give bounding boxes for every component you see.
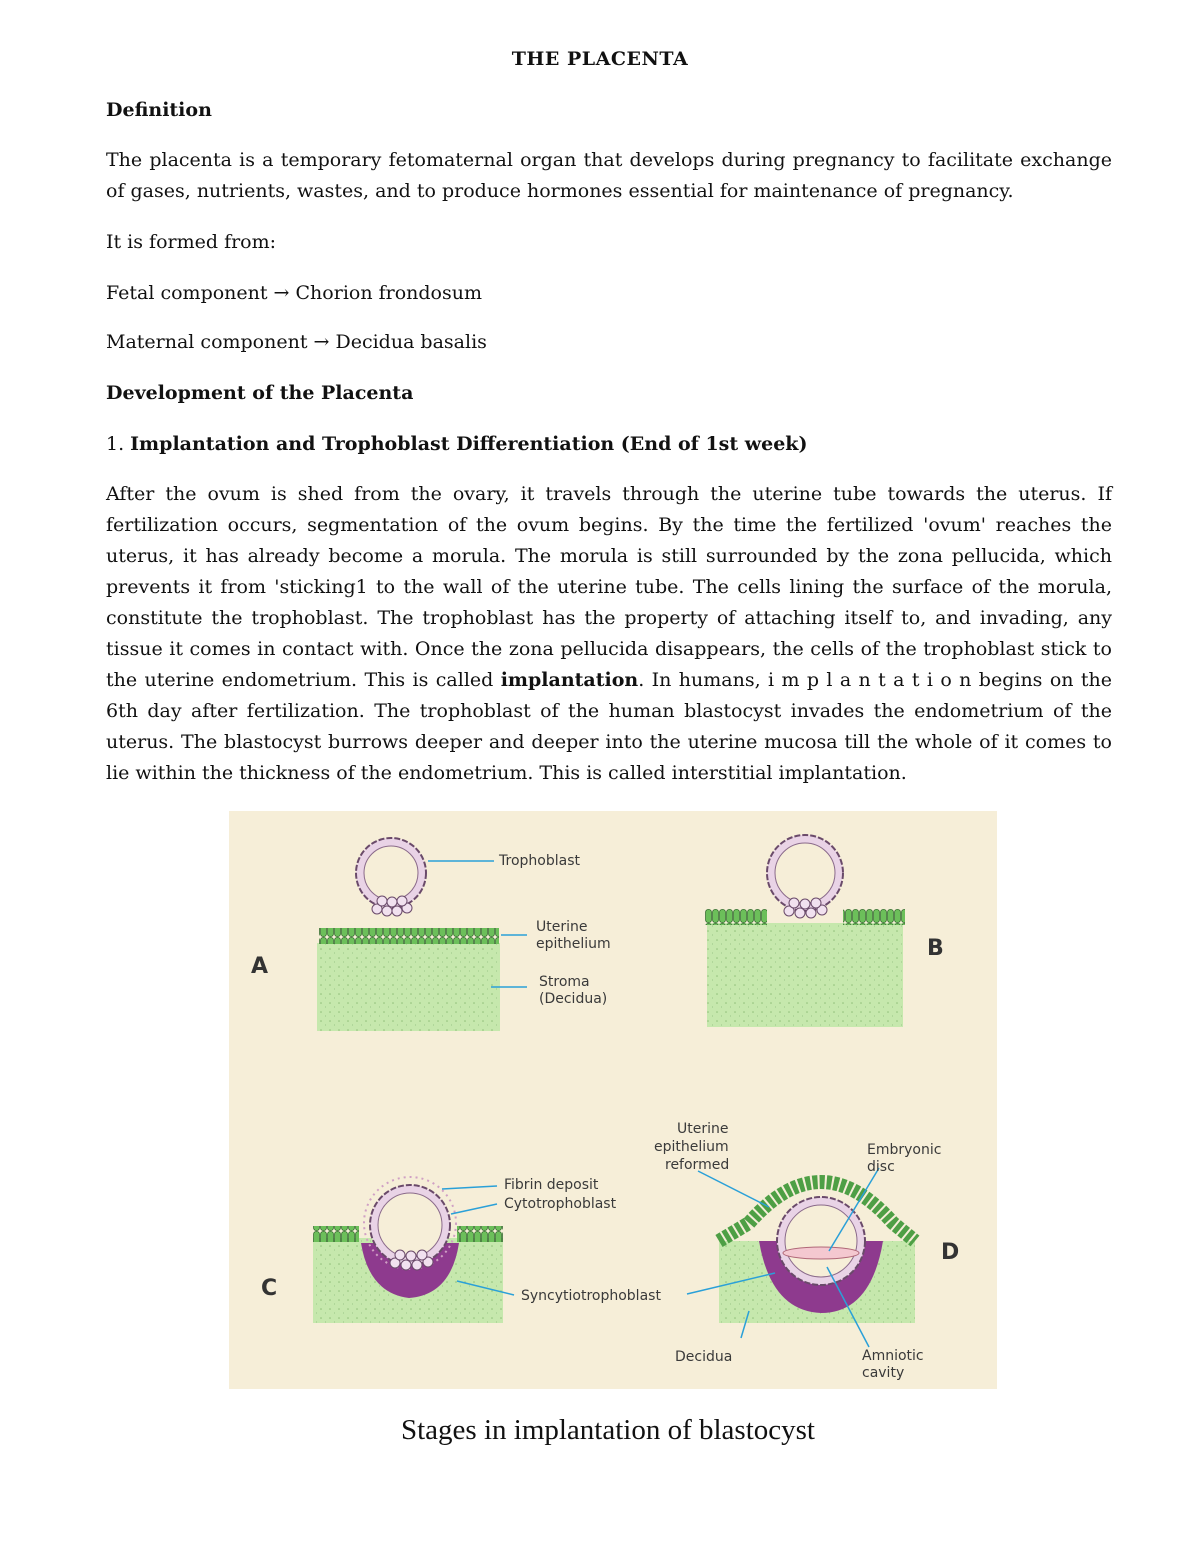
subheading-text: Implantation and Trophoblast Differentiation (End of 1st week) <box>130 433 808 455</box>
paragraph-part-2: . In humans, i m p l a n t a t i o n begins on the 6th day after fertilization. The trophoblast of the human blastocyst invades the endometrium of the uterus. The blastocyst burrows deeper and deeper into the uterine mucosa till the whole of it comes to lie within the thickness of the endometrium. This is called interstitial implantation. <box>106 669 1112 784</box>
panel-c <box>261 1177 661 1323</box>
inner-cell-mass-b <box>784 898 827 918</box>
maternal-component: Maternal component → Decidua basalis <box>106 331 487 353</box>
leader-uterine-d <box>698 1171 769 1207</box>
stroma-dots-b <box>707 923 903 1027</box>
label-cytotrophoblast: Cytotrophoblast <box>504 1196 617 1212</box>
label-uterine: Uterine <box>536 919 588 935</box>
leader-cytotrophoblast <box>451 1204 497 1214</box>
label-stroma: Stroma <box>539 974 590 990</box>
formed-from-text: It is formed from: <box>106 231 277 253</box>
definition-text: The placenta is a temporary fetomaternal organ that develops during pregnancy to facilitate exchange of gases, nutrients, wastes, and to produce hormones essential for maintenance of pregnancy. <box>106 149 1112 202</box>
epithelium-b-right <box>843 909 905 925</box>
label-cavity: cavity <box>862 1365 905 1381</box>
definition-heading: Definition <box>106 99 212 121</box>
implantation-subheading <box>106 429 1112 460</box>
panel-a <box>251 838 611 1031</box>
panel-label-a: A <box>251 954 269 979</box>
label-embryonic: Embryonic <box>867 1142 942 1158</box>
label-epithelium-d: epithelium <box>654 1139 729 1155</box>
figure-caption: Stages in implantation of blastocyst <box>400 1414 815 1446</box>
blastocoele-d <box>785 1205 857 1277</box>
blastocoele-a <box>364 846 418 900</box>
stroma-dots-a <box>317 943 500 1031</box>
paragraph-bold-term: implantation <box>500 669 639 691</box>
label-disc: disc <box>867 1159 895 1175</box>
panel-b <box>705 835 944 1027</box>
blastocoele-c <box>378 1193 442 1257</box>
label-decidua: Decidua <box>675 1349 733 1365</box>
label-epithelium: epithelium <box>536 936 611 952</box>
embryonic-disc-d <box>783 1247 859 1259</box>
label-decidua-paren: (Decidua) <box>539 991 608 1007</box>
panel-d <box>654 1121 959 1381</box>
implantation-figure <box>229 811 997 1389</box>
label-reformed: reformed <box>665 1157 730 1173</box>
label-syncytiotrophoblast: Syncytiotrophoblast <box>521 1288 661 1304</box>
panel-label-b: B <box>927 936 944 961</box>
fetal-component: Fetal component → Chorion frondosum <box>106 282 483 304</box>
epithelium-a <box>319 928 499 944</box>
label-trophoblast: Trophoblast <box>499 853 580 869</box>
epithelium-c-left <box>313 1226 359 1242</box>
panel-label-d: D <box>941 1240 960 1265</box>
label-amniotic: Amniotic <box>862 1348 924 1364</box>
implantation-diagram <box>229 811 997 1389</box>
paragraph-part-1: After the ovum is shed from the ovary, it travels through the uterine tube towards the uterus. If fertilization occurs, segmentation of the ovum begins. By the time the fertilized 'ovum' reaches the uterus, it has already become a morula. The morula is still surrounded by the zona pellucida, which prevents it from 'sticking1 to the wall of the uterine tube. The cells lining the surface of the morula, constitute the trophoblast. The trophoblast has the property of attaching itself to, and invading, any tissue it comes in contact with. Once the zona pellucida disappears, the cells of the trophoblast stick to the uterine endometrium. This is called <box>106 483 1112 691</box>
epithelium-c-right <box>457 1226 503 1242</box>
panel-label-c: C <box>261 1276 278 1301</box>
label-fibrin: Fibrin deposit <box>504 1177 599 1193</box>
epithelium-b-left <box>705 909 767 925</box>
label-uterine-d: Uterine <box>677 1121 729 1137</box>
blastocoele-b <box>775 843 835 903</box>
subheading-number: 1. <box>106 433 131 455</box>
development-heading: Development of the Placenta <box>106 382 414 404</box>
page-title: THE PLACENTA <box>511 48 689 70</box>
inner-cell-mass-a <box>372 896 412 916</box>
leader-fibrin <box>442 1186 497 1189</box>
implantation-paragraph <box>106 479 1112 789</box>
